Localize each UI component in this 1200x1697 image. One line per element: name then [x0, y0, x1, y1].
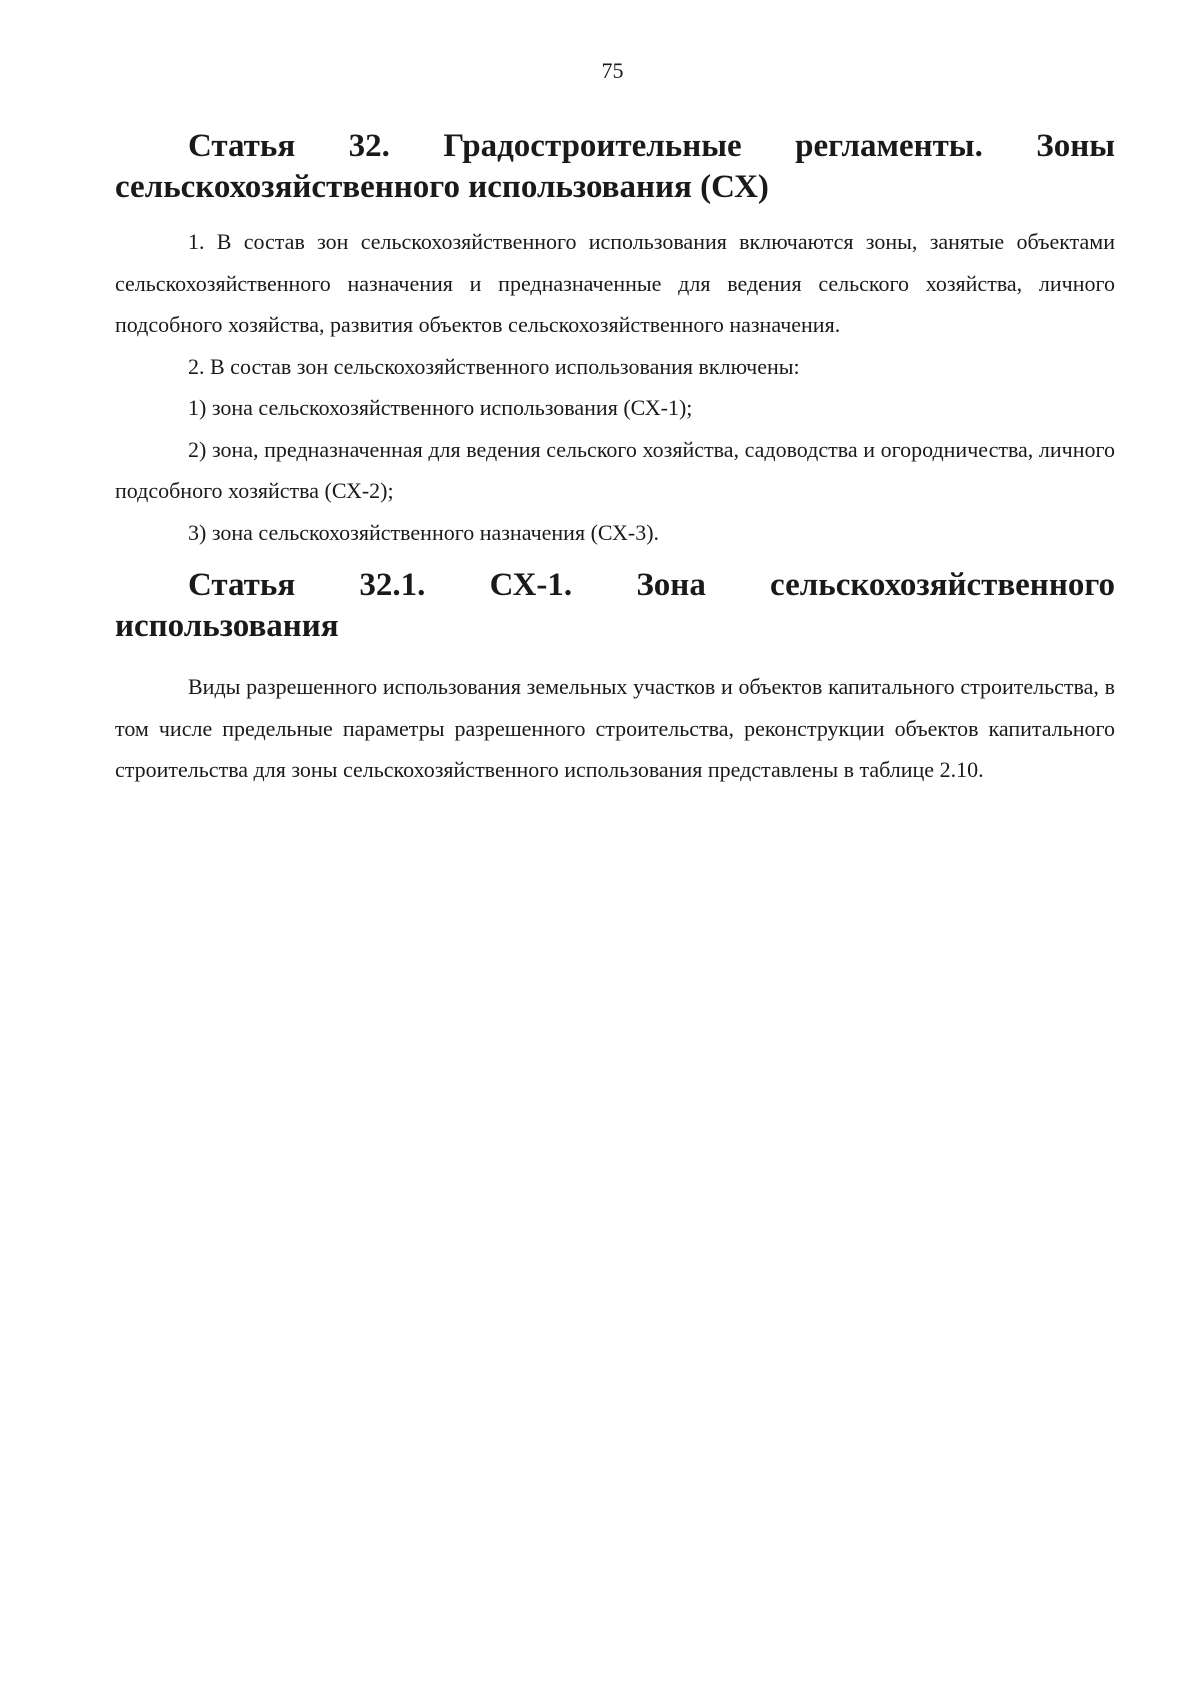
article-32-1-paragraph: Виды разрешенного использования земельных участков и объектов капитального строительства, в том числе предельные параметры разрешенного строительства, реконструкции объектов капитального строительства для зоны сельскохозяйственного использования представлены в таблице 2.10.: [115, 674, 1115, 782]
article-32-list-item-3: 3) зона сельскохозяйственного назначения (СХ-3).: [188, 519, 660, 545]
article-32-list-item-1: 1) зона сельскохозяйственного использования (СХ-1);: [188, 395, 693, 420]
page-number: 75: [601, 58, 624, 83]
article-32-1-heading: Статья 32.1. СХ-1. Зона сельскохозяйственного использования: [115, 567, 1115, 644]
article-32-list-item-2: 2) зона, предназначенная для ведения сельского хозяйства, садоводства и огородничества, личного подсобного хозяйства (СХ-2);: [115, 436, 1115, 503]
article-32-paragraph-1: 1. В состав зон сельскохозяйственного использования включаются зоны, занятые объектами сельскохозяйственного назначения и предназначенные для ведения сельского хозяйства, личного подсобного хозяйства, развития объектов сельскохозяйственного назначения.: [115, 229, 1115, 337]
article-32-paragraph-2: 2. В состав зон сельскохозяйственного использования включены:: [188, 353, 800, 379]
page-content: [115, 126, 1115, 791]
article-32-heading: Статья 32. Градостроительные регламенты. Зоны сельскохозяйственного использования (СХ): [115, 128, 1115, 205]
